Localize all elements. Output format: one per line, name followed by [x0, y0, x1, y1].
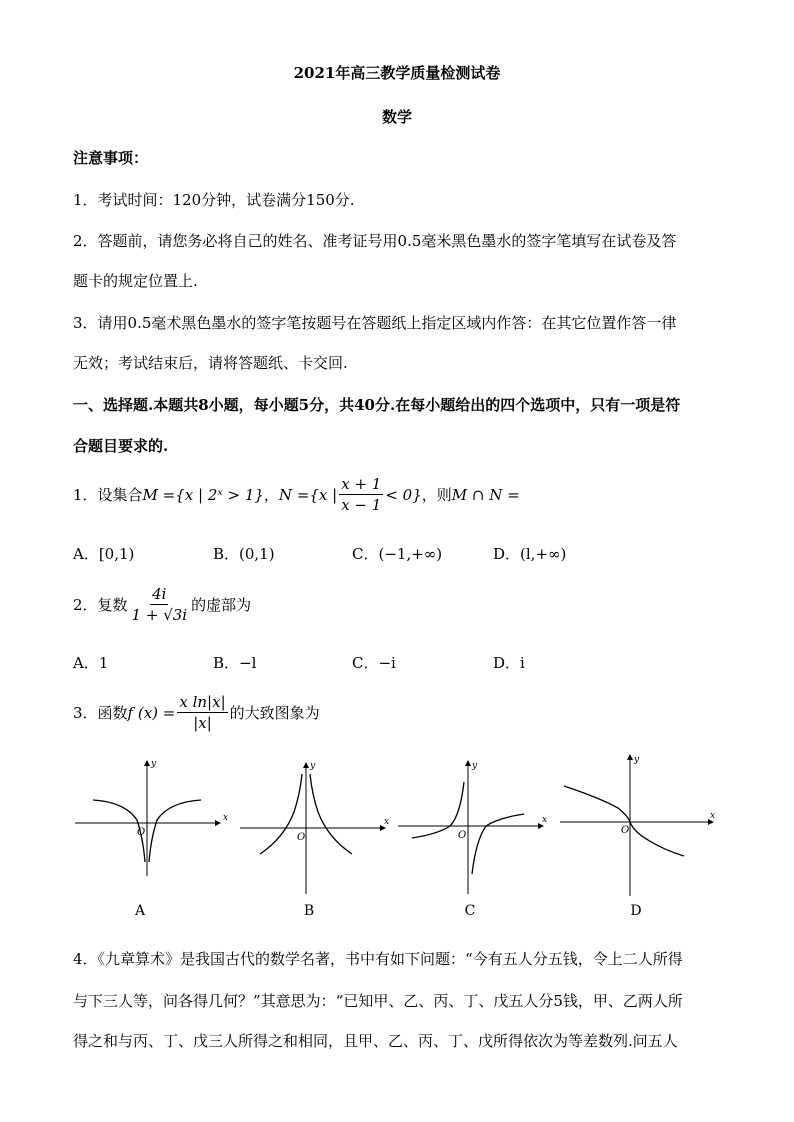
q2-numerator: 4i: [152, 585, 167, 603]
note-item: 题卡的规定位置上.: [73, 272, 198, 290]
graph-b-label: B: [303, 903, 315, 919]
q1-sep: ，: [263, 486, 279, 504]
graph-a-y-arrow: [144, 760, 150, 766]
q1-fraction: [339, 474, 383, 515]
note-item: 1．考试时间：120分钟，试卷满分150分.: [73, 191, 355, 209]
q1-n-set-left: {x |: [309, 485, 338, 504]
q3-denominator: |x|: [193, 714, 212, 732]
graph-d-x-label: x: [710, 811, 716, 821]
section-heading-cont: 合题目要求的.: [73, 437, 169, 455]
q2-fraction: [130, 584, 190, 625]
graph-a-y-label: y: [151, 759, 157, 769]
q2-prefix: 2．复数: [73, 596, 128, 614]
q2-option-b: B．−l: [213, 654, 257, 672]
q2-option-d: D．i: [493, 654, 525, 672]
question-3: [73, 692, 733, 733]
q1-n-set-right: < 0}: [385, 485, 422, 504]
graph-c-origin: O: [458, 830, 467, 841]
graph-d-label: D: [630, 903, 642, 919]
question-1: [73, 474, 733, 515]
question-2: [73, 584, 733, 625]
note-item: 无效；考试结束后，请将答题纸、卡交回.: [73, 354, 348, 372]
graph-b-curve-right: [310, 774, 352, 854]
question-4-line: 得之和与丙、丁、戊三人所得之和相同，且甲、乙、丙、丁、戊所得依次为等差数列.问五人: [73, 1032, 678, 1050]
graph-b: [240, 758, 390, 898]
graph-b-y-arrow: [303, 762, 309, 768]
q2-option-a: A．1: [73, 654, 109, 672]
q3-suffix: 的大致图象为: [229, 704, 320, 722]
graph-a: [75, 758, 229, 878]
exam-title: 2021年高三教学质量检测试卷: [293, 64, 501, 82]
graph-a-x-label: x: [223, 813, 229, 823]
note-item: 2．答题前，请您务必将自己的姓名、准考证号用0.5毫米黑色墨水的签字笔填写在试卷及答: [73, 232, 677, 250]
q1-option-d: D．(l,+∞): [493, 545, 567, 563]
graph-b-origin: O: [297, 832, 306, 843]
graph-c-curve-right: [472, 814, 524, 874]
graph-c-curve-left: [412, 782, 464, 838]
q1-option-c: C．(−1,+∞): [352, 545, 443, 563]
question-4-line: 与下三人等，问各得几何？”其意思为：“已知甲、乙、丙、丁、戊五人分5钱，甲、乙两人所: [73, 992, 683, 1010]
graph-a-curve-right: [149, 800, 201, 862]
graph-c: [398, 758, 548, 898]
graph-c-label: C: [464, 903, 476, 919]
graph-d-y-label: y: [634, 755, 640, 765]
q1-suffix: ，则: [421, 486, 452, 504]
q3-fx: f (x) =: [127, 703, 176, 722]
graph-b-y-label: y: [310, 761, 316, 771]
q1-option-b: B．(0,1): [213, 545, 275, 563]
graph-c-x-label: x: [542, 815, 548, 825]
graph-d-curve-right: [630, 822, 684, 856]
q1-m-set: {x | 2ˣ > 1}: [175, 485, 264, 504]
q1-denominator: x − 1: [341, 496, 382, 514]
q1-n-lhs: N =: [278, 485, 310, 504]
q1-numerator: x + 1: [341, 475, 382, 493]
graph-d-y-arrow: [627, 754, 633, 760]
graph-d-curve-left: [564, 786, 630, 822]
subject-title: 数学: [381, 108, 412, 126]
graph-c-y-label: y: [472, 761, 478, 771]
graph-c-y-arrow: [465, 760, 471, 766]
section-heading: 一、选择题.本题共8小题，每小题5分，共40分.在每小题给出的四个选项中，只有一项是符: [73, 396, 681, 414]
q2-denominator: 1 + √3i: [131, 606, 188, 624]
q1-prefix: 1．设集合: [73, 486, 143, 504]
q1-option-a: A．[0,1): [73, 545, 135, 563]
q2-option-c: C．−i: [352, 654, 396, 672]
notes-heading: 注意事项：: [73, 149, 149, 167]
q3-fraction: [177, 692, 227, 733]
graph-d: [560, 750, 720, 900]
graph-a-origin: O: [137, 827, 146, 838]
q3-prefix: 3．函数: [73, 704, 128, 722]
q1-expr: M ∩ N =: [451, 485, 520, 504]
q1-m-lhs: M =: [142, 485, 176, 504]
question-4-line: 4．《九章算术》是我国古代的数学名著，书中有如下问题：“今有五人分五钱，令上二人所得: [73, 950, 683, 968]
note-item: 3．请用0.5毫术黑色墨水的签字笔按题号在答题纸上指定区域内作答：在其它位置作答一律: [73, 314, 677, 332]
graph-d-origin: O: [621, 825, 630, 836]
q2-suffix: 的虚部为: [191, 596, 252, 614]
graph-b-x-label: x: [384, 817, 390, 827]
q3-numerator: x ln|x|: [179, 693, 226, 711]
graph-a-x-arrow: [215, 820, 221, 826]
graph-b-curve-left: [260, 774, 302, 854]
graph-a-label: A: [134, 903, 146, 919]
